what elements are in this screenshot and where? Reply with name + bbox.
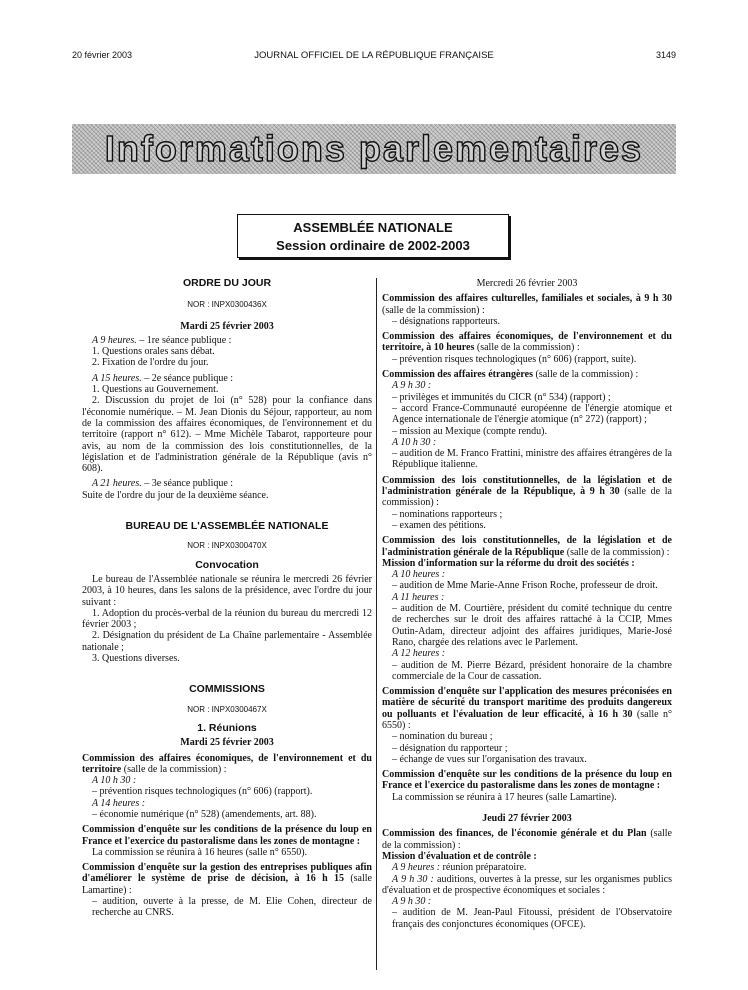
commission-entry: Commission d'enquête sur la gestion des entreprises publiques afin d'améliorer le système de prise de décision, à 16 h 15 (salle Lamartine) : xyxy=(82,862,372,896)
agenda-item: – désignations rapporteurs. xyxy=(392,315,501,327)
agenda-item: 1. Questions orales sans débat. xyxy=(92,346,215,358)
column-divider xyxy=(376,278,377,970)
subsection-heading: Convocation xyxy=(195,558,259,571)
assembly-box xyxy=(237,214,509,258)
paragraph: La commission se réunira à 17 heures (salle Lamartine). xyxy=(392,791,617,803)
commission-entry: Commission des affaires étrangères (salle de la commission) : xyxy=(382,369,639,381)
agenda-item: 1. Adoption du procès-verbal de la réunion du bureau du mercredi 12 février 2003 ; xyxy=(82,607,372,631)
time-slot: A 10 heures : xyxy=(392,569,446,581)
agenda-item: – audition de M. Jean-Paul Fitoussi, président de l'Observatoire français des conjonctures économiques (OFCE). xyxy=(392,907,672,930)
assembly-name: ASSEMBLÉE NATIONALE xyxy=(293,220,453,235)
agenda-item: – privilèges et immunités du CICR (n° 534) (rapport) ; xyxy=(392,391,611,403)
section-heading: COMMISSIONS xyxy=(189,683,265,696)
agenda-item: – nominations rapporteurs ; xyxy=(392,508,503,520)
agenda-item: 3. Questions diverses. xyxy=(92,653,180,665)
agenda-item: – audition, ouverte à la presse, de M. Elie Cohen, directeur de recherche au CNRS. xyxy=(92,896,372,919)
commission-entry: Commission des lois constitutionnelles, de la législation et de l'administration générale de la République, à 9 h 30 (salle de la commission) : xyxy=(382,474,672,509)
agenda-item: – audition de M. Franco Frattini, ministre des affaires étrangères de la République italienne. xyxy=(392,448,672,471)
sitting-line: A 15 heures. – 2e séance publique : xyxy=(92,372,234,384)
agenda-item: – prévention risques technologiques (n° 606) (rapport). xyxy=(92,786,313,798)
agenda-item: – prévention risques technologiques (n° 606) (rapport, suite). xyxy=(392,353,637,365)
nor-reference: NOR : INPX0300467X xyxy=(187,704,267,714)
agenda-item: – désignation du rapporteur ; xyxy=(392,742,508,754)
sitting-line: A 21 heures. – 3e séance publique : xyxy=(92,478,234,490)
commission-entry: Commission d'enquête sur les conditions de la présence du loup en France et l'exercice du pastoralisme dans les zones de montagne : xyxy=(82,824,372,847)
paragraph: Le bureau de l'Assemblée nationale se réunira le mercredi 26 février 2003, à 10 heures, dans les salons de la présidence, avec l'ordre du jour suivant : xyxy=(82,573,372,608)
commission-entry: Commission d'enquête sur l'application des mesures préconisées en matière de sécurité du transport maritime des produits dangereux ou polluants et l'évaluation de leur efficacité, à 16 h 30 (salle n° 6550) : xyxy=(382,686,672,731)
commission-entry: Commission d'enquête sur les conditions de la présence du loup en France et l'exercice du pastoralisme dans les zones de montagne : xyxy=(382,769,672,792)
section-banner xyxy=(72,124,676,174)
commission-entry: Commission des affaires économiques, de l'environnement et du territoire (salle de la commission) : xyxy=(82,752,372,775)
time-slot: A 9 h 30 : auditions, ouvertes à la presse, sur les organismes publics d'évaluation et de prospective économiques et sociales : xyxy=(382,873,672,896)
agenda-item: – audition de M. Courtière, président du comité technique du centre de recherches sur le droit des affaires rattaché à la CCIP, Mmes Outin-Adam, directeur adjoint des affaires juridiques, Marie-José Rano, chargée des relations avec le Parlement. xyxy=(392,603,672,648)
commission-entry: Commission des affaires économiques, de l'environnement et du territoire, à 10 heures (salle de la commission) : xyxy=(382,331,672,354)
nor-reference: NOR : INPX0300470X xyxy=(187,541,267,551)
agenda-item: Suite de l'ordre du jour de la deuxième séance. xyxy=(82,489,269,501)
commission-entry: Commission des finances, de l'économie générale et du Plan (salle de la commission) : xyxy=(382,828,673,851)
section-heading: BUREAU DE L'ASSEMBLÉE NATIONALE xyxy=(125,520,329,533)
time-slot: A 9 h 30 : xyxy=(392,896,432,908)
time-slot: A 14 heures : xyxy=(92,797,146,809)
day-heading: Mardi 25 février 2003 xyxy=(180,737,274,749)
header-date: 20 février 2003 xyxy=(72,50,133,60)
time-slot: A 11 heures : xyxy=(392,591,445,603)
paragraph: La commission se réunira à 16 heures (salle n° 6550). xyxy=(92,846,308,858)
agenda-item: – mission au Mexique (compte rendu). xyxy=(392,425,547,437)
section-heading: ORDRE DU JOUR xyxy=(182,277,272,289)
agenda-item: 2. Désignation du président de La Chaîne parlementaire - Assemblée nationale ; xyxy=(82,630,372,653)
page-number: 3149 xyxy=(655,50,676,60)
time-slot: A 12 heures : xyxy=(392,648,446,660)
banner-title: Informations parlementaires xyxy=(104,128,644,169)
day-heading: Mercredi 26 février 2003 xyxy=(476,278,578,289)
time-slot: A 9 h 30 : xyxy=(392,380,432,392)
left-column xyxy=(82,278,372,919)
agenda-item: – économie numérique (n° 528) (amendements, art. 88). xyxy=(92,808,317,820)
sitting-line: A 9 heures. – 1re séance publique : xyxy=(92,334,232,346)
agenda-item: – accord France-Communauté européenne de l'énergie atomique et Agence internationale de l'énergie atomique (n° 272) (rapport) ; xyxy=(392,402,672,426)
agenda-item: 2. Discussion du projet de loi (n° 528) pour la confiance dans l'économie numérique. – M. Jean Dionis du Séjour, rapporteur, au nom de la commission des affaires économiques, de l'environnement et du territoire (rapport n° 612). – Mme Michèle Tabarot, rapporteure pour avis, au nom de la commission des lois constitutionnelles, de la législation et de l'administration générale de la République (avis n° 608). xyxy=(82,395,372,475)
right-column xyxy=(382,278,672,930)
time-slot: A 9 heures : réunion préparatoire. xyxy=(392,862,527,874)
mission-heading: Mission d'évaluation et de contrôle : xyxy=(382,850,537,862)
session-label: Session ordinaire de 2002-2003 xyxy=(276,238,470,253)
commission-entry: Commission des affaires culturelles, familiales et sociales, à 9 h 30 (salle de la commission) : xyxy=(382,293,672,316)
agenda-item: 1. Questions au Gouvernement. xyxy=(92,384,219,396)
agenda-item: – nomination du bureau ; xyxy=(392,731,493,743)
journal-title: JOURNAL OFFICIEL DE LA RÉPUBLIQUE FRANÇAISE xyxy=(254,50,494,61)
time-slot: A 10 h 30 : xyxy=(92,775,137,787)
agenda-item: – audition de M. Pierre Bézard, président honoraire de la chambre commerciale de la Cour de cassation. xyxy=(392,659,672,682)
mission-heading: Mission d'information sur la réforme du droit des sociétés : xyxy=(382,557,635,569)
agenda-item: – examen des pétitions. xyxy=(392,519,486,531)
agenda-item: 2. Fixation de l'ordre du jour. xyxy=(92,357,209,369)
day-heading: Jeudi 27 février 2003 xyxy=(482,813,572,825)
day-heading: Mardi 25 février 2003 xyxy=(180,320,274,332)
commission-entry: Commission des lois constitutionnelles, de la législation et de l'administration générale de la République (salle de la commission) : xyxy=(382,535,672,558)
time-slot: A 10 h 30 : xyxy=(392,436,437,448)
agenda-item: – audition de Mme Marie-Anne Frison Roche, professeur de droit. xyxy=(392,580,658,592)
subsection-heading: 1. Réunions xyxy=(197,721,257,734)
agenda-item: – échange de vues sur l'organisation des travaux. xyxy=(392,753,587,765)
nor-reference: NOR : INPX0300436X xyxy=(187,300,267,310)
